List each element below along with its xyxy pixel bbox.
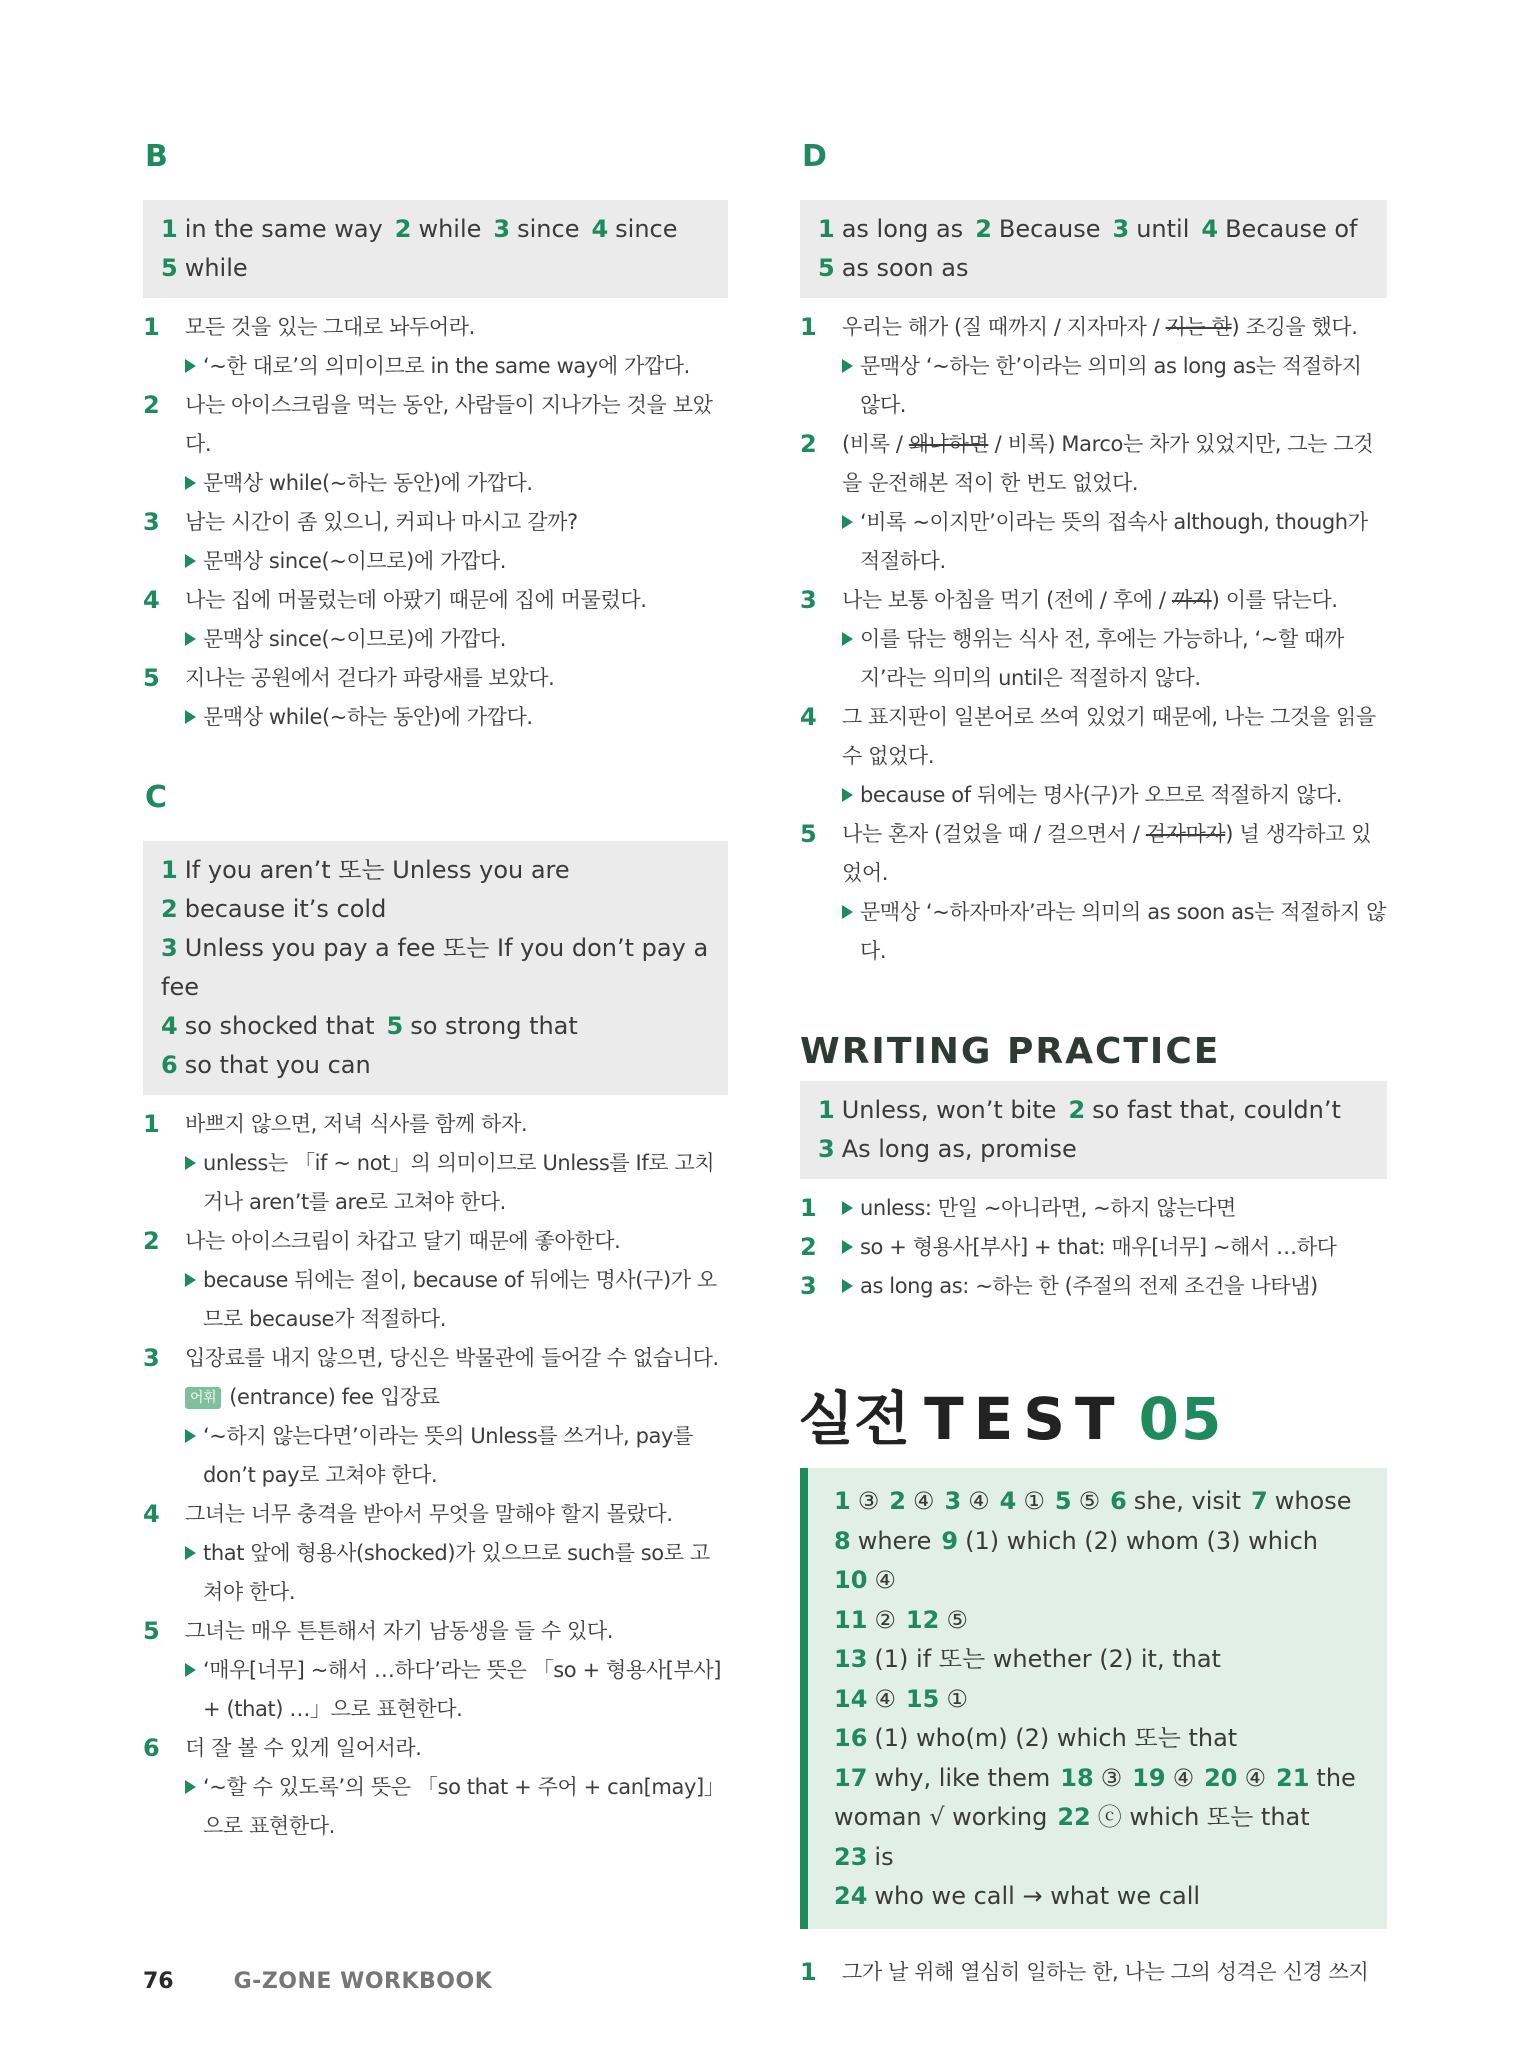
- writing-practice: [800, 1031, 1387, 1306]
- answer-item: 4 Because of: [1201, 215, 1358, 243]
- triangle-bullet-icon: [842, 515, 853, 529]
- answer-box: [143, 841, 728, 1095]
- answer-item: 4 so shocked that: [161, 1012, 375, 1040]
- note: ‘~하지 않는다면’이라는 뜻의 Unless를 쓰거나, pay를 don’t pay로 고쳐야 한다.: [185, 1417, 728, 1495]
- answer-item: 19 ④: [1132, 1763, 1195, 1792]
- explanation-item: 2 나는 아이스크림을 먹는 동안, 사람들이 지나가는 것을 보았다. 문맥상 while(~하는 동안)에 가깝다.: [143, 386, 728, 503]
- translation: 나는 혼자 (걸었을 때 / 걸으면서 / 걷자마자) 널 생각하고 있었어.: [842, 822, 1372, 885]
- note: because 뒤에는 절이, because of 뒤에는 명사(구)가 오므로 because가 적절하다.: [185, 1261, 728, 1339]
- translation: 남는 시간이 좀 있으니, 커피나 마시고 갈까?: [185, 510, 578, 534]
- answer-item: 6 she, visit: [1110, 1487, 1241, 1515]
- section-letter: B: [145, 139, 168, 174]
- vocab-line: 어휘 (entrance) fee 입장료: [185, 1378, 728, 1417]
- test-title: 실전 TEST 05: [798, 1385, 1224, 1453]
- explanation-list: [800, 1189, 1387, 1306]
- explanation-item: 1 우리는 해가 (질 때까지 / 지자마자 / 지는 한) 조깅을 했다. 문맥상 ‘~하는 한’이라는 의미의 as long as는 적절하지 않다.: [800, 308, 1387, 425]
- translation: 그 표지판이 일본어로 쓰여 있었기 때문에, 나는 그것을 읽을 수 없었다.: [842, 705, 1376, 768]
- explanation-item: 6 더 잘 볼 수 있게 일어서라. ‘~할 수 있도록’의 뜻은 「so that + 주어 + can[may]」으로 표현한다.: [143, 1729, 728, 1846]
- triangle-bullet-icon: [185, 1780, 196, 1794]
- answer-item: 5 ⑤: [1054, 1487, 1101, 1515]
- answer-item: 1 Unless, won’t bite: [818, 1096, 1057, 1124]
- answer-item: 20 ④: [1204, 1763, 1267, 1792]
- writing-practice-title: WRITING PRACTICE: [800, 1031, 1221, 1072]
- answer-item: 3 ④: [944, 1487, 990, 1515]
- answer-item: 21 the woman √ working: [834, 1763, 1356, 1831]
- translation: 지나는 공원에서 걷다가 파랑새를 보았다.: [185, 666, 555, 690]
- book-title: G-ZONE WORKBOOK: [233, 1969, 493, 1994]
- answer-item: 9 (1) which (2) whom (3) which: [941, 1526, 1318, 1555]
- explanation-item: 2 so + 형용사[부사] + that: 매우[너무] ~해서 …하다: [800, 1228, 1387, 1267]
- answer-item: 15 ①: [905, 1684, 968, 1713]
- explanation-item: 5 그녀는 매우 튼튼해서 자기 남동생을 들 수 있다. ‘매우[너무] ~해서 …하다’라는 뜻은 「so + 형용사[부사] + (that) …」으로 표현한다.: [143, 1612, 728, 1729]
- triangle-bullet-icon: [185, 1663, 196, 1677]
- triangle-bullet-icon: [185, 476, 196, 490]
- translation: 그가 날 위해 열심히 일하는 한, 나는 그의 성격은 신경 쓰지: [842, 1959, 1369, 1984]
- explanation-item: 4 나는 집에 머물렀는데 아팠기 때문에 집에 머물렀다. 문맥상 since(~이므로)에 가깝다.: [143, 581, 728, 659]
- note: ‘매우[너무] ~해서 …하다’라는 뜻은 「so + 형용사[부사] + (that) …」으로 표현한다.: [185, 1651, 728, 1729]
- translation: 나는 집에 머물렀는데 아팠기 때문에 집에 머물렀다.: [185, 588, 647, 612]
- triangle-bullet-icon: [185, 359, 196, 373]
- answer-item: 3 until: [1112, 215, 1190, 243]
- answer-item: 11 ②: [834, 1605, 896, 1634]
- answer-item: 10 ④: [834, 1566, 896, 1594]
- answer-item: 3 As long as, promise: [818, 1135, 1077, 1163]
- translation: (비록 / 왜냐하면 / 비록) Marco는 차가 있었지만, 그는 그것을 운전해본 적이 한 번도 없었다.: [842, 432, 1374, 495]
- note: because of 뒤에는 명사(구)가 오므로 적절하지 않다.: [842, 776, 1387, 815]
- answer-box: [800, 200, 1387, 298]
- page-number: 76: [143, 1969, 174, 1994]
- triangle-bullet-icon: [842, 788, 853, 802]
- answer-item: 3 since: [493, 215, 580, 243]
- left-column: [143, 139, 728, 1846]
- answer-item: 2 while: [394, 215, 482, 243]
- triangle-bullet-icon: [185, 1429, 196, 1443]
- answer-item: 1 If you aren’t 또는 Unless you are: [161, 856, 570, 884]
- section-letter: D: [802, 139, 827, 174]
- explanation-item: 4 그 표지판이 일본어로 쓰여 있었기 때문에, 나는 그것을 읽을 수 없었다. because of 뒤에는 명사(구)가 오므로 적절하지 않다.: [800, 698, 1387, 815]
- section-d: [800, 139, 1387, 971]
- triangle-bullet-icon: [842, 1240, 853, 1254]
- translation: 우리는 해가 (질 때까지 / 지자마자 / 지는 한) 조깅을 했다.: [842, 315, 1358, 339]
- note: ‘~할 수 있도록’의 뜻은 「so that + 주어 + can[may]」으로 표현한다.: [185, 1768, 728, 1846]
- section-b: [143, 139, 728, 737]
- explanation-item: 1 unless: 만일 ~아니라면, ~하지 않는다면: [800, 1189, 1387, 1228]
- explanation-item: 3 나는 보통 아침을 먹기 (전에 / 후에 / 까지) 이를 닦는다. 이를 닦는 행위는 식사 전, 후에는 가능하나, ‘~할 때까지’라는 의미의 until은 적절하지 않다.: [800, 581, 1387, 698]
- explanation-item: 5 지나는 공원에서 걷다가 파랑새를 보았다. 문맥상 while(~하는 동안)에 가깝다.: [143, 659, 728, 737]
- explanation-item: 3 남는 시간이 좀 있으니, 커피나 마시고 갈까? 문맥상 since(~이므로)에 가깝다.: [143, 503, 728, 581]
- triangle-bullet-icon: [185, 1273, 196, 1287]
- answer-item: 2 ④: [889, 1487, 935, 1515]
- explanation-list: [800, 1953, 1387, 1992]
- answer-item: 22 ⓒ which 또는 that: [1057, 1803, 1310, 1831]
- answer-item: 4 ①: [999, 1487, 1045, 1515]
- answer-item: 2 because it’s cold: [161, 895, 387, 923]
- translation: 모든 것을 있는 그대로 놔두어라.: [185, 315, 475, 339]
- answer-item: 18 ③: [1060, 1763, 1123, 1792]
- explanation-item: 2 나는 아이스크림이 차갑고 달기 때문에 좋아한다. because 뒤에는 절이, because of 뒤에는 명사(구)가 오므로 because가 적절하다.: [143, 1222, 728, 1339]
- explanation-list: [143, 308, 728, 737]
- triangle-bullet-icon: [185, 710, 196, 724]
- translation: 그녀는 너무 충격을 받아서 무엇을 말해야 할지 몰랐다.: [185, 1502, 673, 1526]
- explanation-item: 2 (비록 / 왜냐하면 / 비록) Marco는 차가 있었지만, 그는 그것을 운전해본 적이 한 번도 없었다. ‘비록 ~이지만’이라는 뜻의 접속사 although, though가 적절하다.: [800, 425, 1387, 581]
- note: 문맥상 since(~이므로)에 가깝다.: [185, 620, 728, 659]
- answer-item: 2 so fast that, couldn’t: [1068, 1096, 1341, 1124]
- explanation-item: 1 그가 날 위해 열심히 일하는 한, 나는 그의 성격은 신경 쓰지: [800, 1953, 1387, 1992]
- note: 문맥상 ‘~하는 한’이라는 의미의 as long as는 적절하지 않다.: [842, 347, 1387, 425]
- explanation-item: 3 입장료를 내지 않으면, 당신은 박물관에 들어갈 수 없습니다. 어휘 (entrance) fee 입장료 ‘~하지 않는다면’이라는 뜻의 Unless를 쓰거나, pay를 don’t pay로 고쳐야 한다.: [143, 1339, 728, 1495]
- note: 이를 닦는 행위는 식사 전, 후에는 가능하나, ‘~할 때까지’라는 의미의 until은 적절하지 않다.: [842, 620, 1387, 698]
- explanation-item: 1 모든 것을 있는 그대로 놔두어라. ‘~한 대로’의 의미이므로 in the same way에 가깝다.: [143, 308, 728, 386]
- answer-item: 13 (1) if 또는 whether (2) it, that: [834, 1645, 1221, 1673]
- note: 문맥상 since(~이므로)에 가깝다.: [185, 542, 728, 581]
- section-letter: C: [145, 780, 168, 815]
- answer-item: 1 ③: [834, 1487, 880, 1515]
- translation: 바쁘지 않으면, 저녁 식사를 함께 하자.: [185, 1112, 528, 1136]
- note: ‘~한 대로’의 의미이므로 in the same way에 가깝다.: [185, 347, 728, 386]
- answer-item: 17 why, like them: [834, 1763, 1051, 1792]
- explanation-list: [800, 308, 1387, 971]
- triangle-bullet-icon: [842, 1279, 853, 1293]
- note: ‘비록 ~이지만’이라는 뜻의 접속사 although, though가 적절하다.: [842, 503, 1387, 581]
- answer-box: [143, 200, 728, 298]
- triangle-bullet-icon: [185, 1546, 196, 1560]
- answer-item: 4 since: [591, 215, 678, 243]
- triangle-bullet-icon: [185, 632, 196, 646]
- answer-item: 12 ⑤: [905, 1605, 968, 1634]
- answer-item: 1 as long as: [818, 215, 964, 243]
- translation: 그녀는 매우 튼튼해서 자기 남동생을 들 수 있다.: [185, 1619, 614, 1643]
- answer-item: 3 Unless you pay a fee 또는 If you don’t pay a fee: [161, 934, 709, 1001]
- answer-item: 23 is: [834, 1842, 894, 1871]
- explanation-item: 4 그녀는 너무 충격을 받아서 무엇을 말해야 할지 몰랐다. that 앞에 형용사(shocked)가 있으므로 such를 so로 고쳐야 한다.: [143, 1495, 728, 1612]
- answer-item: 5 while: [161, 254, 248, 282]
- translation: 나는 아이스크림이 차갑고 달기 때문에 좋아한다.: [185, 1229, 621, 1253]
- answer-item: 7 whose: [1251, 1487, 1352, 1515]
- test-section: [800, 1384, 1387, 1992]
- vocab-tag: 어휘: [185, 1387, 221, 1409]
- triangle-bullet-icon: [185, 1156, 196, 1170]
- note: 문맥상 while(~하는 동안)에 가깝다.: [185, 698, 728, 737]
- triangle-bullet-icon: [842, 905, 853, 919]
- answer-item: 5 as soon as: [818, 254, 969, 282]
- translation: 나는 보통 아침을 먹기 (전에 / 후에 / 까지) 이를 닦는다.: [842, 588, 1338, 612]
- answer-item: 14 ④: [834, 1684, 896, 1713]
- page-footer: [143, 1969, 492, 1994]
- explanation-item: 3 as long as: ~하는 한 (주절의 전제 조건을 나타냄): [800, 1267, 1387, 1306]
- answer-item: 8 where: [834, 1526, 932, 1555]
- explanation-item: 1 바쁘지 않으면, 저녁 식사를 함께 하자. unless는 「if ~ not」의 의미이므로 Unless를 If로 고치거나 aren’t를 are로 고쳐야 한다.: [143, 1105, 728, 1222]
- note: 문맥상 ‘~하자마자’라는 의미의 as soon as는 적절하지 않다.: [842, 893, 1387, 971]
- triangle-bullet-icon: [842, 359, 853, 373]
- note: unless: 만일 ~아니라면, ~하지 않는다면: [842, 1189, 1387, 1228]
- answer-box: [800, 1081, 1387, 1179]
- answer-item: 2 Because: [975, 215, 1101, 243]
- right-column: [798, 139, 1387, 1992]
- translation: 입장료를 내지 않으면, 당신은 박물관에 들어갈 수 없습니다.: [185, 1346, 719, 1370]
- translation: 더 잘 볼 수 있게 일어서라.: [185, 1736, 422, 1760]
- answer-item: 16 (1) who(m) (2) which 또는 that: [834, 1724, 1238, 1752]
- triangle-bullet-icon: [185, 554, 196, 568]
- triangle-bullet-icon: [842, 1201, 853, 1215]
- translation: 나는 아이스크림을 먹는 동안, 사람들이 지나가는 것을 보았다.: [185, 393, 713, 456]
- note: that 앞에 형용사(shocked)가 있으므로 such를 so로 고쳐야 한다.: [185, 1534, 728, 1612]
- note: so + 형용사[부사] + that: 매우[너무] ~해서 …하다: [842, 1228, 1387, 1267]
- test-answer-box: [800, 1468, 1387, 1929]
- note: 문맥상 while(~하는 동안)에 가깝다.: [185, 464, 728, 503]
- triangle-bullet-icon: [842, 632, 853, 646]
- explanation-item: 5 나는 혼자 (걸었을 때 / 걸으면서 / 걷자마자) 널 생각하고 있었어. 문맥상 ‘~하자마자’라는 의미의 as soon as는 적절하지 않다.: [800, 815, 1387, 971]
- answer-item: 1 in the same way: [161, 215, 383, 243]
- answer-item: 5 so strong that: [386, 1012, 578, 1040]
- explanation-list: [143, 1105, 728, 1846]
- note: unless는 「if ~ not」의 의미이므로 Unless를 If로 고치거나 aren’t를 are로 고쳐야 한다.: [185, 1144, 728, 1222]
- section-c: [143, 780, 728, 1846]
- note: as long as: ~하는 한 (주절의 전제 조건을 나타냄): [842, 1267, 1387, 1306]
- answer-item: 24 who we call → what we call: [834, 1882, 1201, 1910]
- answer-item: 6 so that you can: [161, 1051, 371, 1079]
